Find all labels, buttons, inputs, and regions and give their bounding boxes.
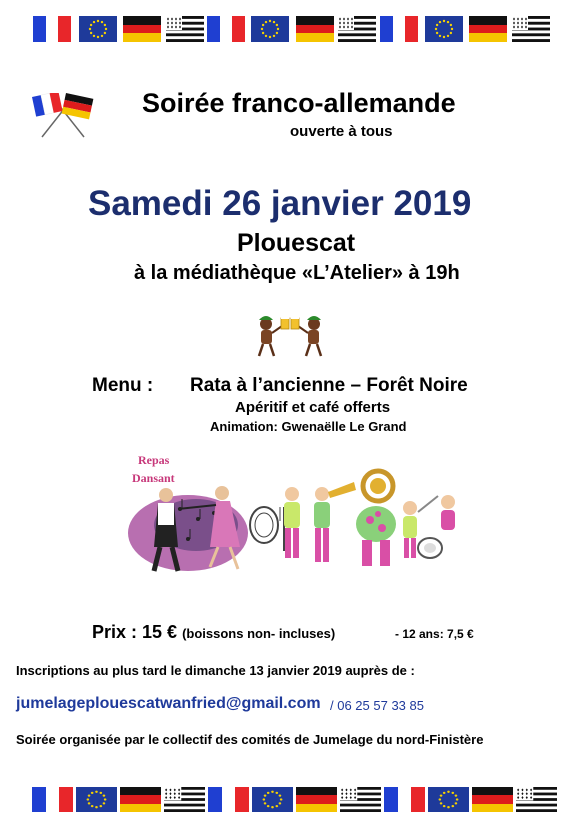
eu-flag [428, 787, 469, 812]
eu-flag [425, 16, 463, 42]
brittany-flag [164, 787, 205, 812]
price-info [92, 622, 335, 643]
menu-label: Menu : [92, 375, 154, 396]
contact-email-link[interactable]: jumelageplouescatwanfried@gmail.com [16, 695, 321, 712]
eu-flag [79, 16, 117, 42]
brittany-flag [512, 16, 550, 42]
eu-flag [251, 16, 289, 42]
brass-band-illustration [278, 468, 468, 580]
menu-drinks: Apéritif et café offerts [235, 399, 391, 416]
france-flag [384, 787, 425, 812]
organizer-note: Soirée organisée par le collectif des comités de Jumelage du nord-Finistère [16, 732, 484, 747]
event-city: Plouescat [237, 229, 356, 257]
france-flag [207, 16, 245, 42]
child-price: - 12 ans: 7,5 € [395, 627, 474, 641]
germany-flag [296, 16, 334, 42]
dancing-couple-illustration [118, 447, 298, 577]
price-label: Prix : 15 € [92, 622, 178, 642]
germany-flag [469, 16, 507, 42]
brittany-flag [516, 787, 557, 812]
subtitle: ouverte à tous [290, 123, 393, 140]
france-flag [33, 16, 71, 42]
germany-flag [296, 787, 337, 812]
germany-flag [120, 787, 161, 812]
eu-flag [252, 787, 293, 812]
illustration-caption-dansant: Dansant [132, 471, 175, 485]
france-flag [32, 787, 73, 812]
illustration-caption-repas: Repas [138, 453, 170, 467]
event-venue: à la médiathèque «L’Atelier» à 19h [134, 262, 460, 284]
page-title: Soirée franco-allemande [142, 88, 456, 118]
menu-dishes: Rata à l’ancienne – Forêt Noire [190, 375, 468, 396]
eu-flag [76, 787, 117, 812]
price-note: (boissons non- incluses) [182, 626, 336, 641]
contact-phone: / 06 25 57 33 85 [330, 698, 424, 713]
germany-flag [123, 16, 161, 42]
menu-animation: Animation: Gwenaëlle Le Grand [210, 419, 407, 434]
registration-deadline: Inscriptions au plus tard le dimanche 13 janvier 2019 auprès de : [16, 663, 415, 678]
bottom-flag-banner [0, 787, 581, 813]
crossed-flags-icon [28, 93, 98, 141]
brittany-flag [340, 787, 381, 812]
brittany-flag [338, 16, 376, 42]
france-flag [380, 16, 418, 42]
brittany-flag [166, 16, 204, 42]
event-date: Samedi 26 janvier 2019 [88, 184, 472, 223]
germany-flag [472, 787, 513, 812]
france-flag [208, 787, 249, 812]
top-flag-banner [0, 16, 581, 42]
toasting-figures-illustration [248, 312, 332, 360]
